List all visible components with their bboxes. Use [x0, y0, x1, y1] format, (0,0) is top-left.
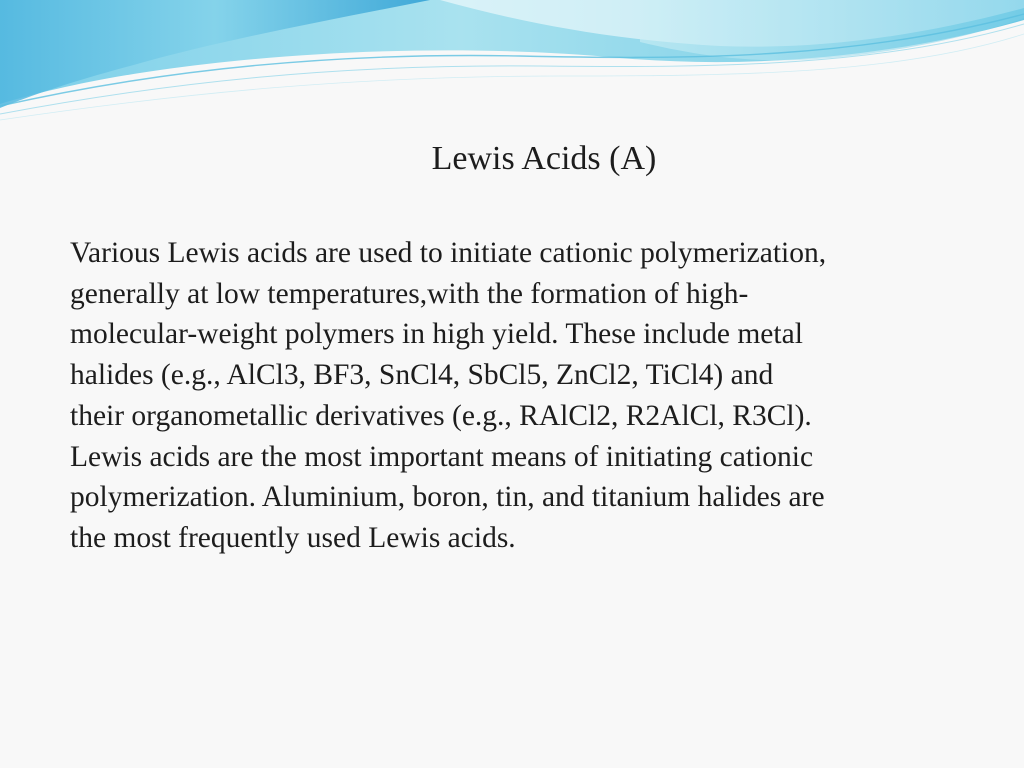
body-line: halides (e.g., AlCl3, BF3, SnCl4, SbCl5, ZnCl2, TiCl4) and: [70, 359, 774, 392]
body-line: Various Lewis acids are used to initiate cationic polymerization,: [70, 237, 827, 269]
body-line: molecular-weight polymers in high yield. These include metal: [70, 318, 803, 351]
body-line: generally at low temperatures,with the formation of high-: [70, 277, 749, 310]
body-line: their organometallic derivatives (e.g., RAlCl2, R2AlCl, R3Cl).: [70, 399, 812, 432]
body-line: the most frequently used Lewis acids.: [70, 521, 516, 554]
header-wave-decoration: [0, 0, 1024, 130]
slide-body-text: [70, 233, 960, 559]
slide-title: Lewis Acids (A): [431, 140, 657, 177]
body-line: polymerization. Aluminium, boron, tin, and titanium halides are: [70, 481, 825, 514]
body-line: Lewis acids are the most important means of initiating cationic: [70, 440, 814, 473]
